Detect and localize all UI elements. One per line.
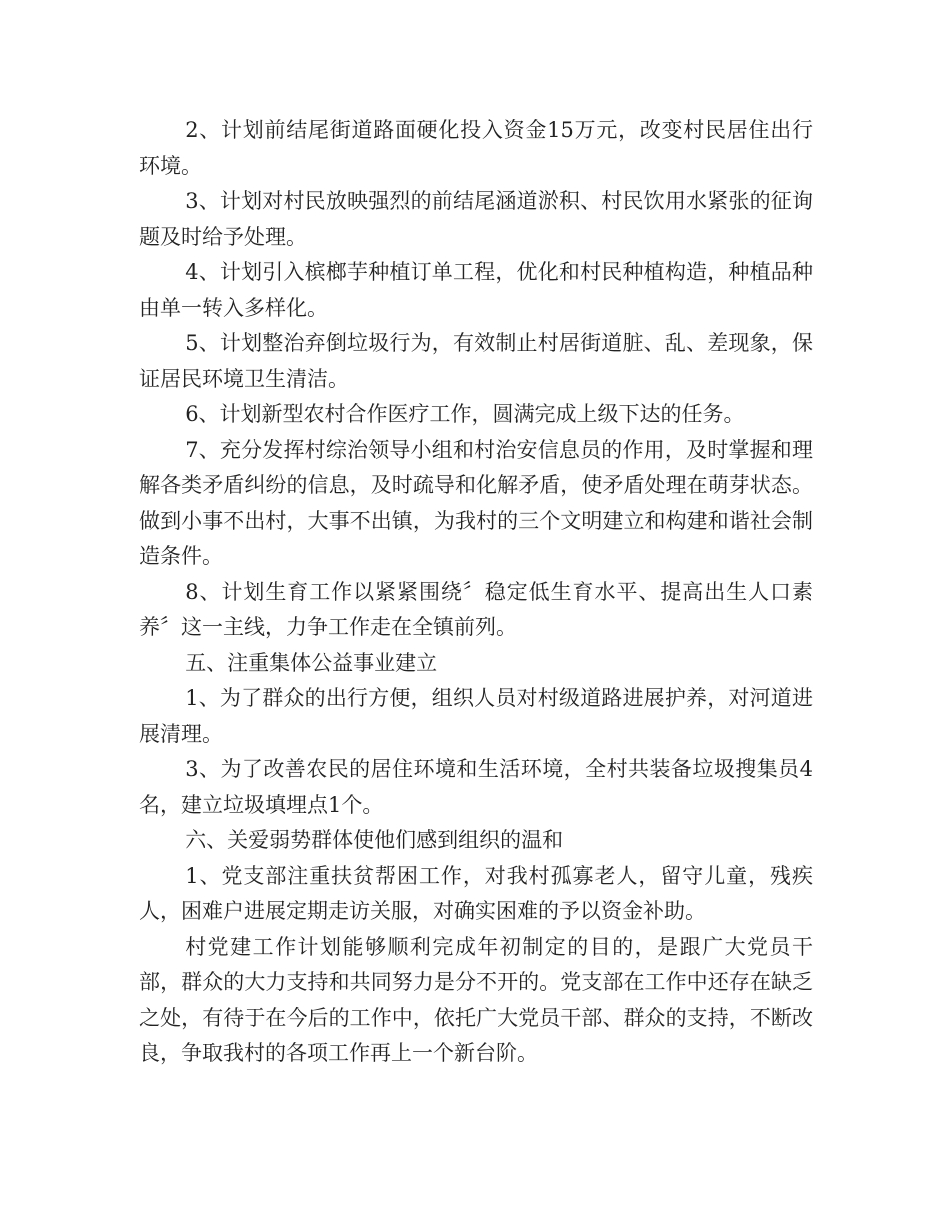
paragraph-item-5-garbage-control: 5、计划整治弃倒垃圾行为，有效制止村居街道脏、乱、差现象，保证居民环境卫生清洁。 [139, 331, 813, 391]
paragraph-item-3-garbage-collectors: 3、为了改善农民的居住环境和生活环境，全村共装备垃圾搜集员4名，建立垃圾填埋点1个。 [139, 757, 813, 817]
paragraph-item-3-culvert-water: 3、计划对村民放映强烈的前结尾涵道淤积、村民饮用水紧张的征询题及时给予处理。 [139, 189, 813, 249]
paragraph-item-2-road-hardening: 2、计划前结尾街道路面硬化投入资金15万元，改变村民居住出行环境。 [139, 118, 813, 178]
paragraph-item-1-poverty-relief: 1、党支部注重扶贫帮困工作，对我村孤寡老人，留守儿童，残疾人，困难户进展定期走访关服，对确实困难的予以资金补助。 [139, 863, 813, 923]
paragraph-item-4-taro-planting: 4、计划引入槟榔芋种植订单工程，优化和村民种植构造，种植品种由单一转入多样化。 [139, 260, 813, 320]
paragraph-item-8-family-planning: 8、计划生育工作以紧紧围绕〞稳定低生育水平、提高出生人口素养〞这一主线，力争工作走在全镇前列。 [139, 579, 813, 639]
section-heading-public-welfare: 五、注重集体公益事业建立 [185, 650, 438, 675]
paragraph-conclusion: 村党建工作计划能够顺利完成年初制定的目的，是跟广大党员干部，群众的大力支持和共同努力是分不开的。党支部在工作中还存在缺乏之处，有待于在今后的工作中，依托广大党员干部、群众的支持，不断改良，争取我村的各项工作再上一个新台阶。 [139, 934, 813, 1065]
section-heading-vulnerable-groups: 六、关爱弱势群体使他们感到组织的温和 [185, 828, 564, 852]
paragraph-item-1-road-maintenance: 1、为了群众的出行方便，组织人员对村级道路进展护养，对河道进展清理。 [139, 686, 813, 746]
paragraph-item-6-rural-medical: 6、计划新型农村合作医疗工作，圆满完成上级下达的任务。 [185, 402, 745, 426]
paragraph-item-7-dispute-mediation: 7、充分发挥村综治领导小组和村治安信息员的作用，及时掌握和理解各类矛盾纠纷的信息，及时疏导和化解矛盾，使矛盾处理在萌芽状态。做到小事不出村，大事不出镇，为我村的三个文明建立和构建和谐社会制造条件。 [139, 437, 813, 568]
